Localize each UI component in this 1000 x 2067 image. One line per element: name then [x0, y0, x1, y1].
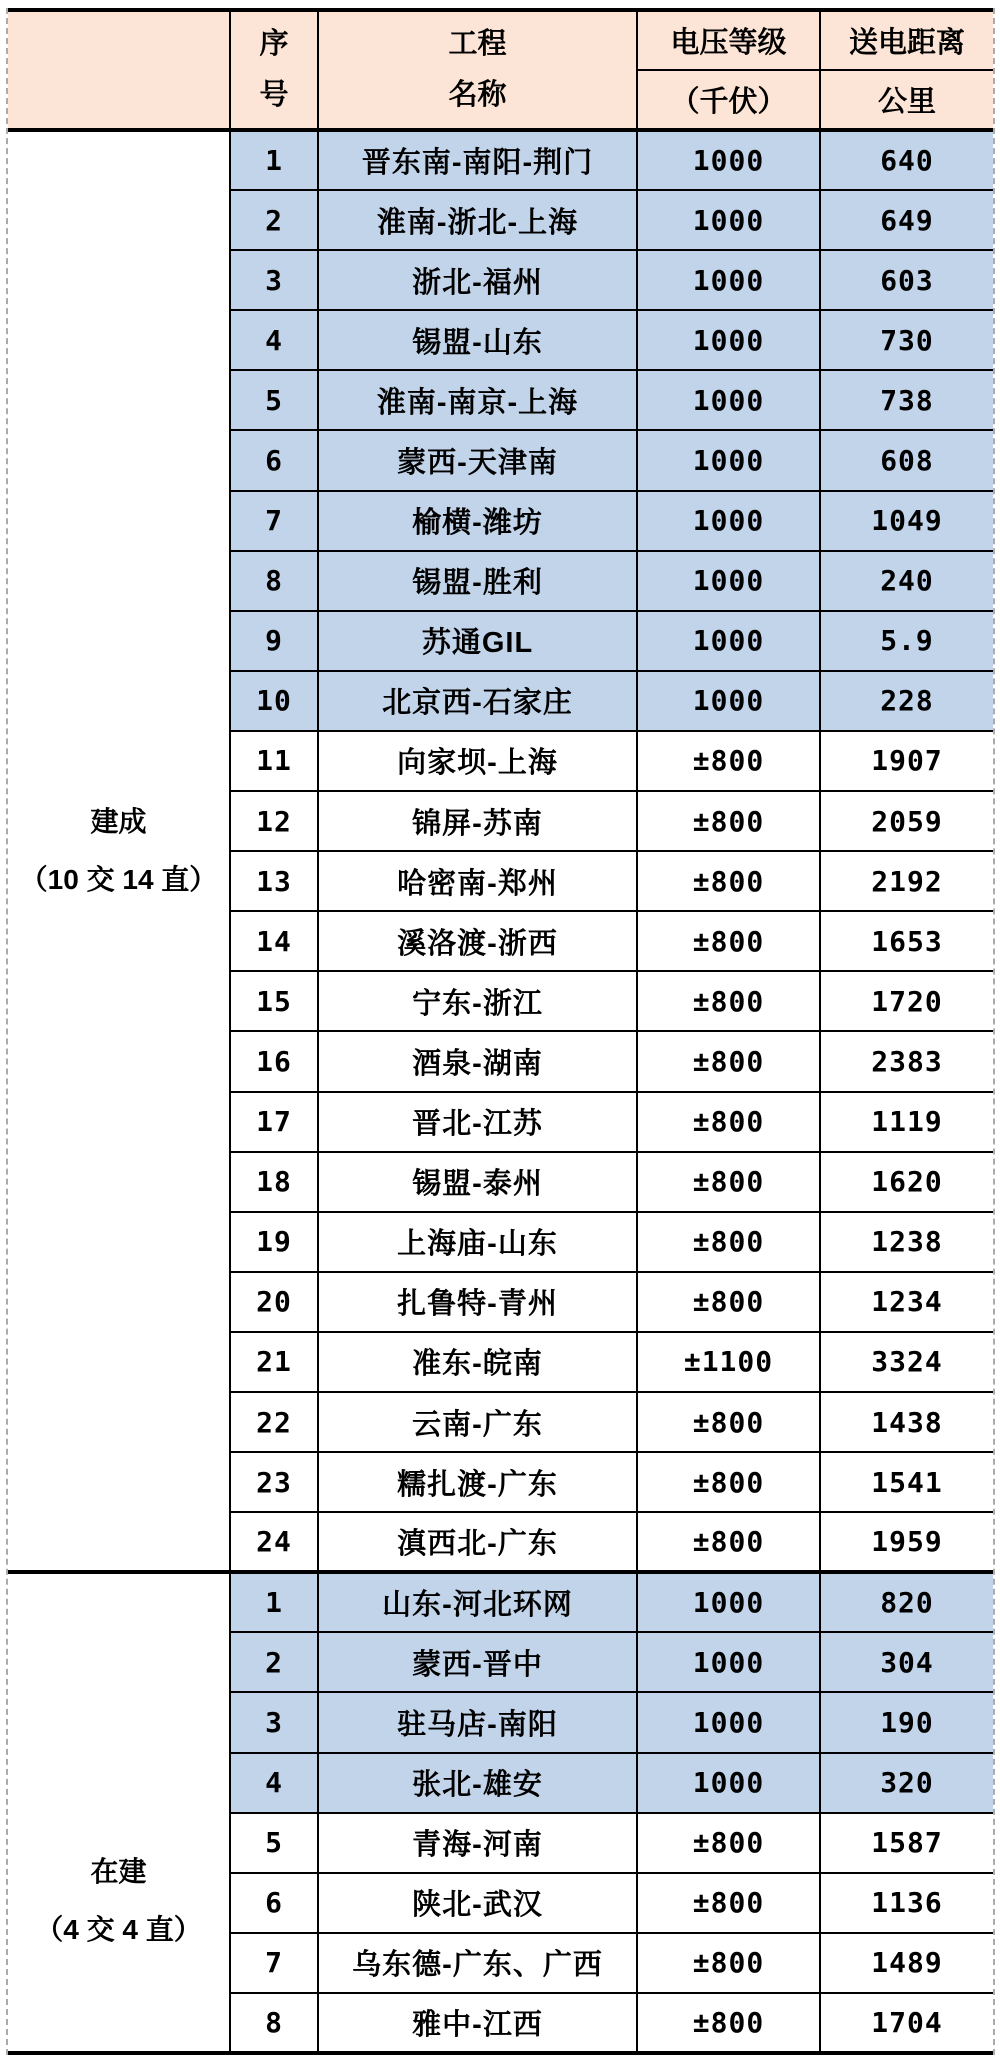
cell-voltage: ±1100 [637, 1332, 820, 1392]
cell-serial: 22 [230, 1392, 318, 1452]
cell-distance: 1704 [820, 1993, 993, 2053]
cell-name: 锡盟-泰州 [318, 1152, 637, 1212]
cell-serial: 3 [230, 1692, 318, 1752]
cell-serial: 15 [230, 971, 318, 1031]
cell-serial: 14 [230, 911, 318, 971]
cell-serial: 20 [230, 1272, 318, 1332]
cell-name: 浙北-福州 [318, 250, 637, 310]
cell-name: 哈密南-郑州 [318, 851, 637, 911]
cell-name: 扎鲁特-青州 [318, 1272, 637, 1332]
cell-serial: 4 [230, 310, 318, 370]
cell-serial: 11 [230, 731, 318, 791]
cell-serial: 2 [230, 190, 318, 250]
cell-voltage: ±800 [637, 1452, 820, 1512]
cell-name: 淮南-南京-上海 [318, 370, 637, 430]
cell-name: 驻马店-南阳 [318, 1692, 637, 1752]
cell-distance: 730 [820, 310, 993, 370]
cell-voltage: ±800 [637, 911, 820, 971]
cell-serial: 5 [230, 370, 318, 430]
header-serial-line2: 号 [259, 79, 289, 111]
cell-distance: 640 [820, 130, 993, 190]
cell-serial: 10 [230, 671, 318, 731]
cell-serial: 19 [230, 1212, 318, 1272]
cell-distance: 738 [820, 370, 993, 430]
uhv-projects-table [8, 8, 993, 2055]
cell-distance: 320 [820, 1753, 993, 1813]
cell-distance: 603 [820, 250, 993, 310]
cell-serial: 24 [230, 1512, 318, 1572]
cell-name: 榆横-潍坊 [318, 491, 637, 551]
cell-distance: 2059 [820, 791, 993, 851]
cell-serial: 18 [230, 1152, 318, 1212]
cell-distance: 649 [820, 190, 993, 250]
cell-voltage: ±800 [637, 791, 820, 851]
cell-serial: 12 [230, 791, 318, 851]
cell-distance: 5.9 [820, 611, 993, 671]
cell-voltage: 1000 [637, 1632, 820, 1692]
cell-serial: 3 [230, 250, 318, 310]
cell-voltage: ±800 [637, 1152, 820, 1212]
cell-distance: 1720 [820, 971, 993, 1031]
cell-voltage: 1000 [637, 190, 820, 250]
cell-serial: 6 [230, 430, 318, 490]
cell-name: 淮南-浙北-上海 [318, 190, 637, 250]
cell-distance: 3324 [820, 1332, 993, 1392]
cell-serial: 5 [230, 1813, 318, 1873]
header-cell-voltage: 电压等级 [637, 10, 820, 70]
cell-serial: 13 [230, 851, 318, 911]
cell-distance: 608 [820, 430, 993, 490]
cell-distance: 1587 [820, 1813, 993, 1873]
cell-distance: 1907 [820, 731, 993, 791]
group-label-line: （10 交 14 直） [19, 864, 218, 896]
cell-serial: 7 [230, 1933, 318, 1993]
cell-voltage: ±800 [637, 1933, 820, 1993]
cell-serial: 16 [230, 1031, 318, 1091]
cell-voltage: ±800 [637, 1092, 820, 1152]
cell-serial: 6 [230, 1873, 318, 1933]
cell-distance: 1489 [820, 1933, 993, 1993]
cell-voltage: ±800 [637, 1993, 820, 2053]
cell-voltage: 1000 [637, 671, 820, 731]
cell-voltage: 1000 [637, 430, 820, 490]
cell-voltage: ±800 [637, 1512, 820, 1572]
cell-name: 酒泉-湖南 [318, 1031, 637, 1091]
cell-distance: 2383 [820, 1031, 993, 1091]
cell-distance: 240 [820, 551, 993, 611]
group-cell [8, 1572, 230, 2053]
cell-distance: 1119 [820, 1092, 993, 1152]
cell-voltage: 1000 [637, 250, 820, 310]
cell-name: 蒙西-晋中 [318, 1632, 637, 1692]
cell-serial: 7 [230, 491, 318, 551]
cell-voltage: 1000 [637, 130, 820, 190]
cell-name: 准东-皖南 [318, 1332, 637, 1392]
cell-voltage: 1000 [637, 310, 820, 370]
cell-name: 糯扎渡-广东 [318, 1452, 637, 1512]
cell-serial: 23 [230, 1452, 318, 1512]
cell-name: 晋东南-南阳-荆门 [318, 130, 637, 190]
cell-voltage: ±800 [637, 851, 820, 911]
cell-serial: 21 [230, 1332, 318, 1392]
group-label-line: （4 交 4 直） [35, 1913, 202, 1945]
cell-distance: 1653 [820, 911, 993, 971]
cell-name: 北京西-石家庄 [318, 671, 637, 731]
group-label-line: 在建 [90, 1855, 147, 1887]
cell-serial: 8 [230, 1993, 318, 2053]
cell-distance: 2192 [820, 851, 993, 911]
cell-name: 溪洛渡-浙西 [318, 911, 637, 971]
cell-serial: 1 [230, 130, 318, 190]
cell-name: 宁东-浙江 [318, 971, 637, 1031]
cell-voltage: ±800 [637, 1873, 820, 1933]
cell-voltage: 1000 [637, 611, 820, 671]
cell-distance: 820 [820, 1572, 993, 1632]
cell-name: 乌东德-广东、广西 [318, 1933, 637, 1993]
table-row [8, 1572, 993, 1632]
cell-serial: 17 [230, 1092, 318, 1152]
header-cell-serial [230, 10, 318, 130]
cell-serial: 8 [230, 551, 318, 611]
header-name-line1: 工程 [448, 28, 507, 60]
cell-voltage: ±800 [637, 1813, 820, 1873]
cell-distance: 228 [820, 671, 993, 731]
cell-serial: 1 [230, 1572, 318, 1632]
cell-name: 锦屏-苏南 [318, 791, 637, 851]
cell-name: 苏通GIL [318, 611, 637, 671]
cell-name: 锡盟-胜利 [318, 551, 637, 611]
cell-distance: 190 [820, 1692, 993, 1752]
cell-name: 晋北-江苏 [318, 1092, 637, 1152]
cell-name: 雅中-江西 [318, 1993, 637, 2053]
cell-voltage: ±800 [637, 971, 820, 1031]
header-row-1 [8, 10, 993, 70]
cell-voltage: 1000 [637, 1692, 820, 1752]
cell-voltage: ±800 [637, 1212, 820, 1272]
header-cell-voltage-unit: （千伏） [637, 70, 820, 130]
header-cell-distance-unit: 公里 [820, 70, 993, 130]
group-cell [8, 130, 230, 1572]
cell-serial: 9 [230, 611, 318, 671]
cell-voltage: ±800 [637, 1392, 820, 1452]
cell-name: 陕北-武汉 [318, 1873, 637, 1933]
cell-distance: 1136 [820, 1873, 993, 1933]
cell-name: 云南-广东 [318, 1392, 637, 1452]
cell-name: 滇西北-广东 [318, 1512, 637, 1572]
cell-name: 青海-河南 [318, 1813, 637, 1873]
corner-cell [8, 10, 230, 130]
cell-voltage: 1000 [637, 1572, 820, 1632]
header-serial-line1: 序 [259, 28, 289, 60]
cell-voltage: ±800 [637, 1031, 820, 1091]
cell-distance: 1541 [820, 1452, 993, 1512]
cell-serial: 4 [230, 1753, 318, 1813]
cell-name: 山东-河北环网 [318, 1572, 637, 1632]
cell-voltage: ±800 [637, 1272, 820, 1332]
cell-distance: 1438 [820, 1392, 993, 1452]
cell-serial: 2 [230, 1632, 318, 1692]
cell-name: 向家坝-上海 [318, 731, 637, 791]
cell-voltage: 1000 [637, 1753, 820, 1813]
header-cell-distance: 送电距离 [820, 10, 993, 70]
cell-voltage: 1000 [637, 551, 820, 611]
cell-voltage: 1000 [637, 370, 820, 430]
uhv-table-wrapper [6, 8, 995, 2055]
table-row [8, 130, 993, 190]
cell-distance: 1234 [820, 1272, 993, 1332]
cell-name: 锡盟-山东 [318, 310, 637, 370]
cell-distance: 1238 [820, 1212, 993, 1272]
group-label-line: 建成 [90, 806, 147, 838]
cell-name: 上海庙-山东 [318, 1212, 637, 1272]
cell-distance: 1049 [820, 491, 993, 551]
cell-distance: 1959 [820, 1512, 993, 1572]
cell-name: 张北-雄安 [318, 1753, 637, 1813]
header-cell-name [318, 10, 637, 130]
header-name-line2: 名称 [448, 79, 507, 111]
cell-voltage: 1000 [637, 491, 820, 551]
cell-distance: 1620 [820, 1152, 993, 1212]
cell-voltage: ±800 [637, 731, 820, 791]
cell-name: 蒙西-天津南 [318, 430, 637, 490]
cell-distance: 304 [820, 1632, 993, 1692]
